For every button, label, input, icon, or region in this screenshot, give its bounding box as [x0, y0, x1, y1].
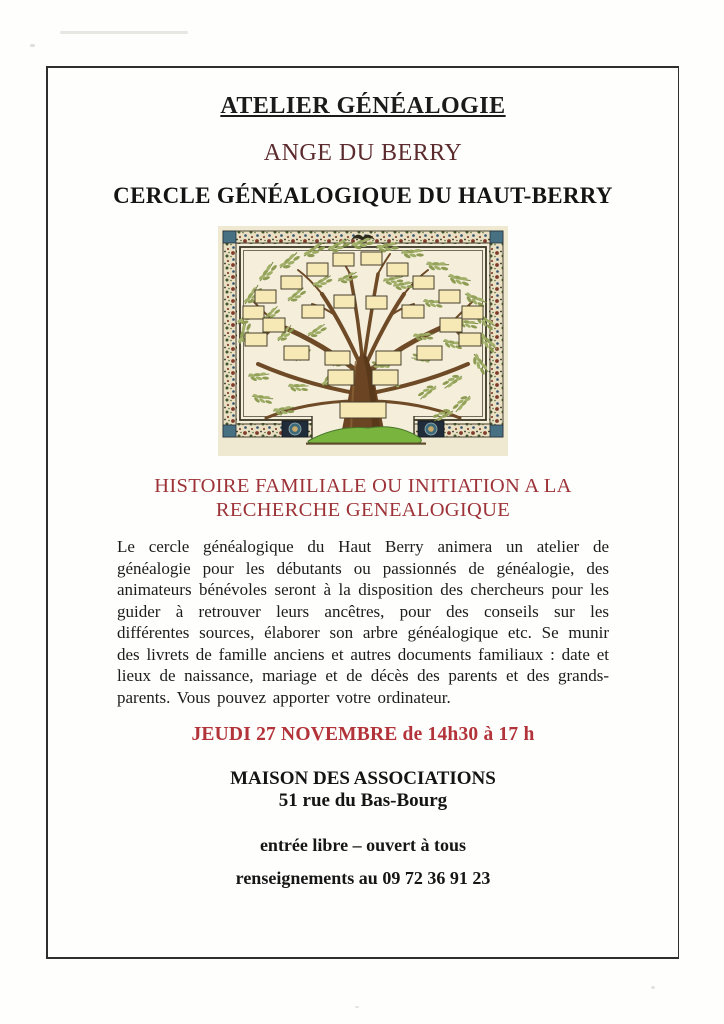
- scan-speck: [651, 986, 655, 989]
- border-medallion-left: [282, 421, 308, 437]
- section-heading: [48, 474, 678, 522]
- scan-speck: [30, 44, 35, 47]
- venue-name: MAISON DES ASSOCIATIONS: [230, 768, 496, 789]
- flyer-content: [48, 68, 678, 889]
- event-datetime: JEUDI 27 NOVEMBRE de 14h30 à 17 h: [191, 724, 535, 745]
- document-border-frame: [46, 66, 679, 959]
- association-name: ANGE DU BERRY: [263, 140, 463, 166]
- section-heading-line1: HISTOIRE FAMILIALE OU INITIATION A LA: [154, 475, 572, 497]
- border-medallion-right: [418, 421, 444, 437]
- family-tree-svg: [218, 226, 508, 456]
- body-paragraph: Le cercle généalogique du Haut Berry animera un atelier de généalogie pour les débutants ou passionnés de généalogie, des animateurs bénévoles seront à la disposition des chercheurs pour les guider à retrouver leurs ancêtres, pour des conseils sur les différentes sources, élaborer son arbre généalogique etc. Se munir des livrets de famille anciens et autres documents familiaux : date et lieux de naissance, mariage et de décès des parents et des grands-parents. Vous pouvez apporter votre ordinateur.: [117, 537, 609, 707]
- contact-line: renseignements au 09 72 36 91 23: [235, 868, 491, 888]
- page-title: ATELIER GÉNÉALOGIE: [220, 93, 506, 119]
- scan-speck: [355, 1006, 359, 1008]
- section-heading-line2: RECHERCHE GENEALOGIQUE: [215, 499, 511, 521]
- venue-block: [48, 768, 678, 812]
- organizer-name: CERCLE GÉNÉALOGIQUE DU HAUT-BERRY: [113, 183, 613, 208]
- scan-smudge: [60, 31, 188, 34]
- family-tree-illustration: [218, 226, 508, 456]
- admission-line: entrée libre – ouvert à tous: [259, 835, 467, 855]
- venue-address: 51 rue du Bas-Bourg: [278, 790, 448, 811]
